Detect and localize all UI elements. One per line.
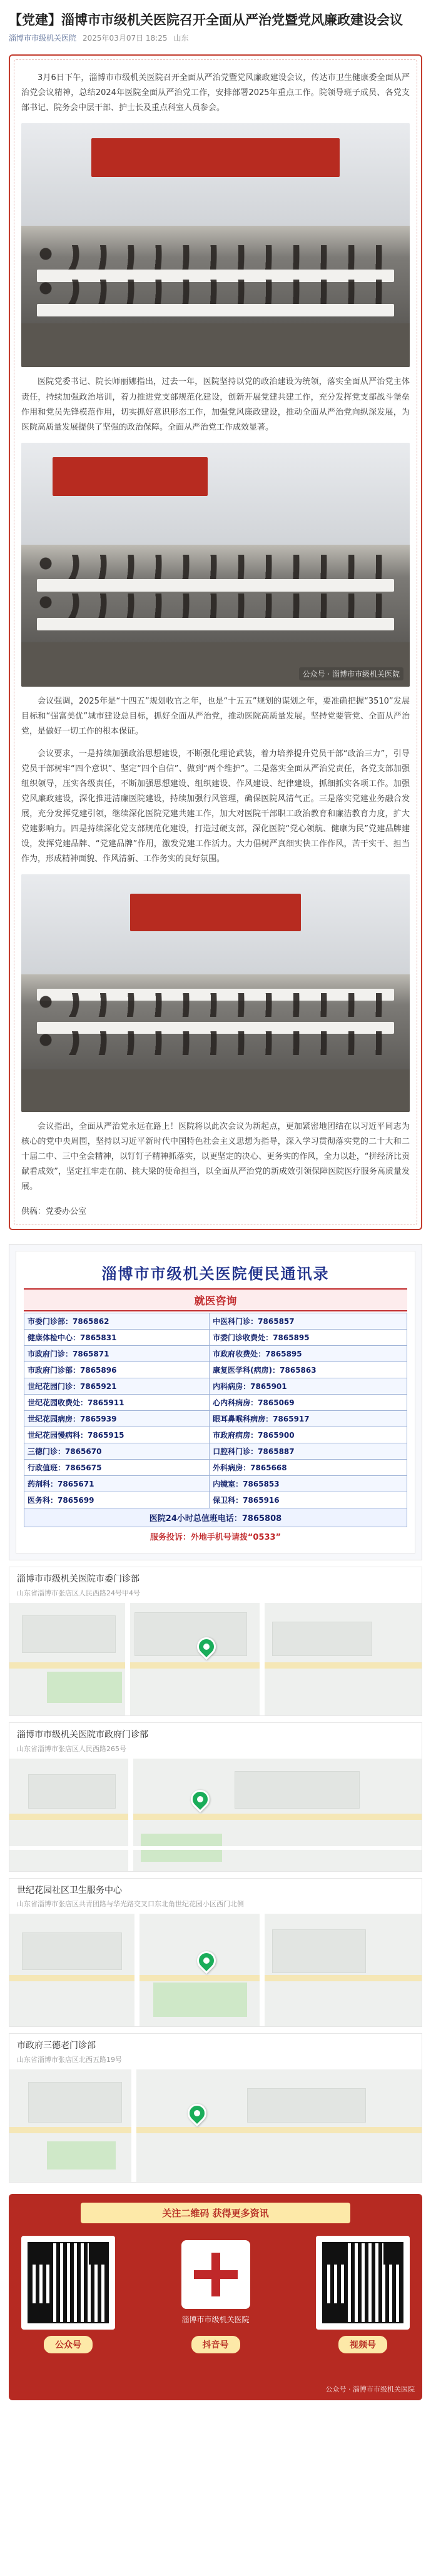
phone-row xyxy=(24,1460,407,1476)
phone-cell[interactable]: 世纪花园门诊：7865921 xyxy=(24,1378,210,1395)
paragraph-5: 会议指出，全面从严治党永远在路上！医院将以此次会议为新起点，更加紧密地团结在以习近平同志为核心的党中央周围，坚持以习近平新时代中国特色社会主义思想为指导，深入学习贯彻落实党的二十大和二十届二中、三中全会精神，以钉钉子精神抓落实，以更坚定的决心、更务实的作风，全力以赴，“拼经济比贡献看成效”，坚定扛牢走在前、挑大梁的使命担当，以全面从严治党的新成效引领保障医院医疗服务高质量发展。 xyxy=(21,1122,410,1192)
meeting-photo-3 xyxy=(21,874,410,1112)
phone-cell[interactable]: 内镜室：7865853 xyxy=(210,1476,407,1492)
location-address: 山东省淄博市张店区人民西路24号甲4号 xyxy=(17,1589,140,1598)
phone-cell[interactable]: 市委门诊收费处：7865895 xyxy=(210,1330,407,1346)
qr-code-icon xyxy=(28,2242,109,2323)
phone-row xyxy=(24,1492,407,1508)
phone-row xyxy=(24,1346,407,1362)
phone-cell[interactable]: 眼耳鼻喉科病房：7865917 xyxy=(210,1411,407,1427)
location-address: 山东省淄博市张店区共青团路与华光路交叉口东北角世纪花园小区西门北侧 xyxy=(17,1900,244,1909)
article-body xyxy=(9,54,422,1230)
qr-label-video: 视频号 xyxy=(338,2336,387,2353)
phone-cell[interactable]: 健康体检中心：7865831 xyxy=(24,1330,210,1346)
qr-footer xyxy=(9,2194,422,2400)
video-qr[interactable] xyxy=(316,2236,410,2353)
wechat-qr[interactable] xyxy=(21,2236,115,2353)
paragraph-2: 医院党委书记、院长师丽娜指出，过去一年，医院坚持以党的政治建设为统领，落实全面从严治党主体责任，持续加强政治培训，着力推进党支部规范化建设，创新开展党建共建工作，充分发挥党支部战斗堡垒作用和党员先锋模范作用，切实抓好意识形态工作，加强党风廉政建设，推动全面从严治党向纵深发展，为医院高质量发展提供了坚强的政治保障。全面从严治党工作成效显著。 xyxy=(21,377,410,432)
phone-cell[interactable]: 三德门诊：7865670 xyxy=(24,1443,210,1460)
phone-row xyxy=(24,1443,407,1460)
location-map[interactable] xyxy=(9,1759,422,1871)
location-name: 市政府三德老门诊部 xyxy=(17,2041,96,2051)
phone-table xyxy=(24,1313,407,1508)
phone-row xyxy=(24,1411,407,1427)
location-address: 山东省淄博市张店区人民西路265号 xyxy=(17,1744,126,1753)
contact-directory xyxy=(9,1244,422,1560)
phone-cell[interactable]: 医务科：7865699 xyxy=(24,1492,210,1508)
phone-cell[interactable]: 口腔科门诊：7865887 xyxy=(210,1443,407,1460)
article-header xyxy=(0,0,431,49)
location-card-2[interactable] xyxy=(9,1722,422,1872)
phone-cell[interactable]: 市政府门诊：7865871 xyxy=(24,1346,210,1362)
article-source: 供稿：党委办公室 xyxy=(21,1207,87,1217)
footer-watermark: 公众号 · 淄博市市级机关医院 xyxy=(325,2385,415,2393)
phone-cell[interactable]: 市政府门诊部：7865896 xyxy=(24,1362,210,1378)
phone-cell[interactable]: 外科病房：7865668 xyxy=(210,1460,407,1476)
phone-cell[interactable]: 保卫科：7865916 xyxy=(210,1492,407,1508)
paragraph-3: 会议强调，2025年是“十四五”规划收官之年，也是“十五五”规划的谋划之年，要准确把握“3510”发展目标和“强富美优”城市建设总目标，抓好全面从严治党，推动医院高质量发展。坚持党要管党、全面从严治党，是做好一切工作的根本保证。 xyxy=(21,696,410,736)
location-address: 山东省淄博市张店区北西五路19号 xyxy=(17,2055,122,2064)
map-pin-icon xyxy=(187,1786,213,1812)
location-card-4[interactable] xyxy=(9,2033,422,2183)
qr-label-wechat: 公众号 xyxy=(44,2336,93,2353)
phone-row xyxy=(24,1378,407,1395)
phone-row xyxy=(24,1330,407,1346)
qr-banner: 关注二维码 获得更多资讯 xyxy=(81,2203,350,2223)
phone-cell[interactable]: 世纪花园慢病科：7865915 xyxy=(24,1427,210,1443)
complaint-line: 服务投诉：外地手机号请拨“0533” xyxy=(150,1533,281,1543)
location-name: 淄博市市级机关医院市委门诊部 xyxy=(17,1574,139,1585)
hospital-logo xyxy=(181,2240,250,2309)
paragraph-4: 会议要求，一是持续加强政治思想建设，不断强化理论武装，着力培养提升党员干部“政治三力”，引导党员干部树牢“四个意识”、坚定“四个自信”、做到“两个维护”。二是落实全面从严治党责任，各党支部加强组织领导，压实各级责任，不断加强思想建设、组织建设、作风建设、纪律建设，抓细抓实各项工作。加强党风廉政建设，深化推进清廉医院建设，持续加强行风管理，确保医院风清气正。三是落实党建业务融合发展，充分发挥党建引领，继续深化医院党建共建工作，加大对医院干部职工政治教育和廉洁教育力度，扩大党建影响力。四是持续深化党支部规范化建设，打造过硬支部，深化医院“党心领航、健康为民”党建品牌建设，发挥党建品牌、“党建品牌”作用，激发党建工作活力。大力倡树严真细实快工作作风，苦干实干、担当作为，形成精神面貌、作风清新、工作务实的良好氛围。 xyxy=(21,749,410,864)
phone-cell[interactable]: 世纪花园收费处：7865911 xyxy=(24,1395,210,1411)
phone-row xyxy=(24,1362,407,1378)
phone-row xyxy=(24,1427,407,1443)
location-name: 淄博市市级机关医院市政府门诊部 xyxy=(17,1730,148,1740)
publish-datetime: 2025年03月07日 18:25 xyxy=(83,34,168,43)
location-map[interactable] xyxy=(9,1914,422,2026)
phone-cell[interactable]: 市委门诊部：7865862 xyxy=(24,1313,210,1330)
paragraph-1: 3月6日下午，淄博市市级机关医院召开全面从严治党暨党风廉政建设会议，传达市卫生健康委全面从严治党会议精神，总结2024年医院全面从严治党工作，安排部署2025年重点工作。院领导班子成员、各党支部书记、院务会中层干部、护士长及重点科室人员参会。 xyxy=(21,73,410,113)
meeting-photo-1 xyxy=(21,123,410,367)
publish-location: 山东 xyxy=(173,34,189,43)
phone-cell[interactable]: 行政值班：7865675 xyxy=(24,1460,210,1476)
phone-cell[interactable]: 中医科门诊：7865857 xyxy=(210,1313,407,1330)
location-map[interactable] xyxy=(9,2069,422,2182)
phone-cell[interactable]: 内科病房：7865901 xyxy=(210,1378,407,1395)
qr-label-douyin: 抖音号 xyxy=(191,2336,240,2353)
phone-cell[interactable]: 心内科病房：7865069 xyxy=(210,1395,407,1411)
article-meta xyxy=(9,33,422,43)
phone-row xyxy=(24,1476,407,1492)
phone-cell[interactable]: 市政府收费处：7865895 xyxy=(210,1346,407,1362)
phone-row xyxy=(24,1395,407,1411)
phone-cell[interactable]: 康复医学科(病房)：7865863 xyxy=(210,1362,407,1378)
map-pin-icon xyxy=(193,1947,220,1974)
night-duty-line: 医院24小时总值班电话：7865808 xyxy=(24,1508,407,1527)
article-title: 【党建】淄博市市级机关医院召开全面从严治党暨党风廉政建设会议 xyxy=(9,13,403,28)
phone-row xyxy=(24,1313,407,1330)
hospital-caption: 淄博市市级机关医院 xyxy=(181,2315,250,2325)
phone-cell[interactable]: 市政府病房：7865900 xyxy=(210,1427,407,1443)
location-card-1[interactable] xyxy=(9,1567,422,1716)
phone-cell[interactable]: 药剂科：7865671 xyxy=(24,1476,210,1492)
directory-subtitle: 就医咨询 xyxy=(24,1288,407,1311)
directory-title: 淄博市市级机关医院便民通讯录 xyxy=(101,1265,330,1283)
douyin-label-block xyxy=(163,2236,269,2353)
location-map[interactable] xyxy=(9,1603,422,1715)
photo-watermark: 公众号 · 淄博市市级机关医院 xyxy=(299,667,403,680)
map-pin-icon xyxy=(184,2100,210,2126)
author-link[interactable]: 淄博市市级机关医院 xyxy=(9,34,77,43)
phone-cell[interactable]: 世纪花园病房：7865939 xyxy=(24,1411,210,1427)
location-name: 世纪花园社区卫生服务中心 xyxy=(17,1885,122,1896)
meeting-photo-2 xyxy=(21,443,410,687)
location-card-3[interactable] xyxy=(9,1878,422,2028)
qr-code-icon xyxy=(322,2242,403,2323)
